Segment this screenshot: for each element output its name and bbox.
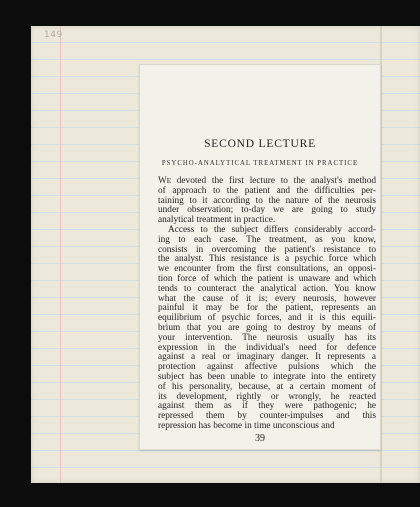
text-line: expression in the individual's need for defence (158, 342, 376, 353)
page-number: 39 (255, 433, 265, 444)
text-line: of approach to the patient and the difficulties per- (158, 185, 376, 196)
text-line: we encounter from the first consultations, an opposi- (158, 264, 376, 275)
text-line: tion force of which the patient is unaware and which (158, 273, 376, 284)
text-line: its development, rightly or wrongly, he reacted (158, 391, 376, 402)
text-line: taining to it according to the nature of the neurosis (158, 195, 376, 206)
text-line: Access to the subject differs considerably accord- (168, 224, 376, 235)
lecture-subtitle: PSYCHO-ANALYTICAL TREATMENT IN PRACTICE (161, 160, 359, 167)
lecture-title: SECOND LECTURE (204, 138, 316, 150)
text-line-content: devoted the first lecture to the analyst's method (176, 176, 376, 186)
handwritten-page-number: 149 (44, 30, 63, 40)
text-line: consists in overcoming the patient's resistance to (158, 244, 376, 255)
text-line: what the cause of it is; every neurosis, however (158, 293, 376, 304)
text-line: repressed them by counter-impulses and this (158, 411, 376, 422)
text-line: tends to counteract the analytical action. You know (158, 283, 376, 294)
text-line: against them as if they were pathogenic; he (158, 401, 376, 412)
text-line: under observation; to-day we are going to study (158, 205, 376, 216)
text-line: protection against affective pulsions which the (158, 362, 376, 373)
text-line: analytical treatment in practice. (158, 215, 276, 226)
text-line: brium that you are going to destroy by means of (158, 322, 376, 333)
text-line: repression has become in time unconscious and (158, 420, 335, 431)
pasted-book-page (139, 64, 381, 450)
opening-word: We (158, 176, 177, 186)
text-line: equilibrium of psychic forces, and it is this equili- (158, 313, 376, 324)
text-line: the analyst. This resistance is a psychic force which (158, 254, 376, 265)
text-line: ing to each case. The treatment, as you know, (158, 234, 376, 245)
text-line: of his personality, because, at a certain moment of (158, 381, 376, 392)
margin-line (60, 26, 61, 483)
body-text (158, 177, 376, 432)
text-line: painful it may be for the patient, represents an (158, 303, 376, 314)
text-line: subject has been unable to integrate into the entirety (158, 371, 376, 382)
text-line: against a real or imaginary danger. It represents a (158, 352, 376, 363)
text-line: your intervention. The neurosis usually has its (158, 332, 376, 343)
